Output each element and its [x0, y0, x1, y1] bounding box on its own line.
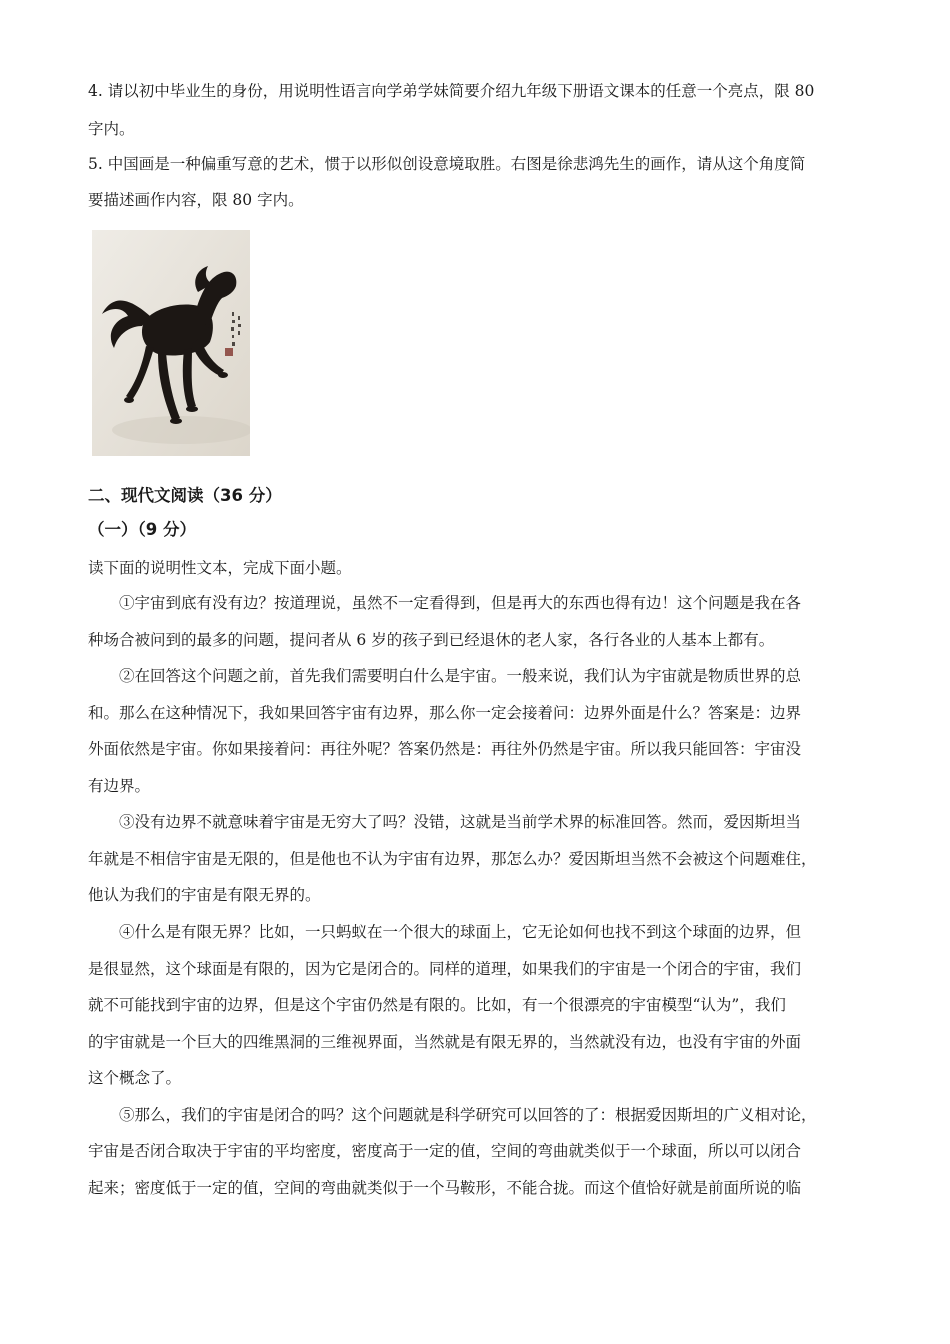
paragraph-1-line-1: ①宇宙到底有没有边？按道理说，虽然不一定看得到，但是再大的东西也得有边！这个问题是我在各 — [119, 594, 802, 612]
paragraph-3-line-2: 年就是不相信宇宙是无限的，但是他也不认为宇宙有边界，那怎么办？爱因斯坦当然不会被这个问题难住， — [88, 850, 817, 868]
paragraph-2-line-2: 和。那么在这种情况下，我如果回答宇宙有边界，那么你一定会接着问：边界外面是什么？答案是：边界 — [88, 704, 802, 722]
paragraph-4-line-4: 的宇宙就是一个巨大的四维黑洞的三维视界面，当然就是有限无界的，当然就没有边，也没有宇宙的外面 — [88, 1033, 802, 1051]
reading-instruction: 读下面的说明性文本，完成下面小题。 — [88, 559, 352, 577]
paragraph-3-line-1: ③没有边界不就意味着宇宙是无穷大了吗？没错，这就是当前学术界的标准回答。然而，爱因斯坦当 — [119, 813, 802, 831]
question-5-line-2: 要描述画作内容，限 80 字内。 — [88, 191, 304, 209]
question-4-line-2: 字内。 — [88, 120, 135, 138]
question-4-line-1: 4. 请以初中毕业生的身份，用说明性语言向学弟学妹简要介绍九年级下册语文课本的任意一个亮点，限 80 — [88, 82, 815, 100]
question-5-line-1: 5. 中国画是一种偏重写意的艺术，惯于以形似创设意境取胜。右图是徐悲鸿先生的画作，请从这个角度简 — [88, 155, 806, 173]
horse-ink-drawing — [92, 230, 250, 456]
horse-painting-image — [92, 230, 250, 456]
paragraph-4-line-3: 就不可能找到宇宙的边界，但是这个宇宙仍然是有限的。比如，有一个很漂亮的宇宙模型“认为”，我们 — [88, 996, 786, 1014]
paragraph-2-line-3: 外面依然是宇宙。你如果接着问：再往外呢？答案仍然是：再往外仍然是宇宙。所以我只能回答：宇宙没 — [88, 740, 802, 758]
paragraph-4-line-1: ④什么是有限无界？比如，一只蚂蚁在一个很大的球面上，它无论如何也找不到这个球面的边界，但 — [119, 923, 802, 941]
section-subtitle: （一）（9 分） — [88, 520, 196, 539]
paragraph-1-line-2: 种场合被问到的最多的问题，提问者从 6 岁的孩子到已经退休的老人家，各行各业的人基本上都有。 — [88, 631, 775, 649]
paragraph-3-line-3: 他认为我们的宇宙是有限无界的。 — [88, 886, 321, 904]
paragraph-5-line-2: 宇宙是否闭合取决于宇宙的平均密度，密度高于一定的值，空间的弯曲就类似于一个球面，所以可以闭合 — [88, 1142, 802, 1160]
section-title: 二、现代文阅读（36 分） — [88, 486, 282, 505]
paragraph-5-line-3: 起来；密度低于一定的值，空间的弯曲就类似于一个马鞍形，不能合拢。而这个值恰好就是前面所说的临 — [88, 1179, 802, 1197]
paragraph-2-line-1: ②在回答这个问题之前，首先我们需要明白什么是宇宙。一般来说，我们认为宇宙就是物质世界的总 — [119, 667, 802, 685]
paragraph-5-line-1: ⑤那么，我们的宇宙是闭合的吗？这个问题就是科学研究可以回答的了：根据爱因斯坦的广义相对论， — [119, 1106, 817, 1124]
paragraph-4-line-2: 是很显然，这个球面是有限的，因为它是闭合的。同样的道理，如果我们的宇宙是一个闭合的宇宙，我们 — [88, 960, 802, 978]
paragraph-4-line-5: 这个概念了。 — [88, 1069, 182, 1087]
paragraph-2-line-4: 有边界。 — [88, 777, 151, 795]
